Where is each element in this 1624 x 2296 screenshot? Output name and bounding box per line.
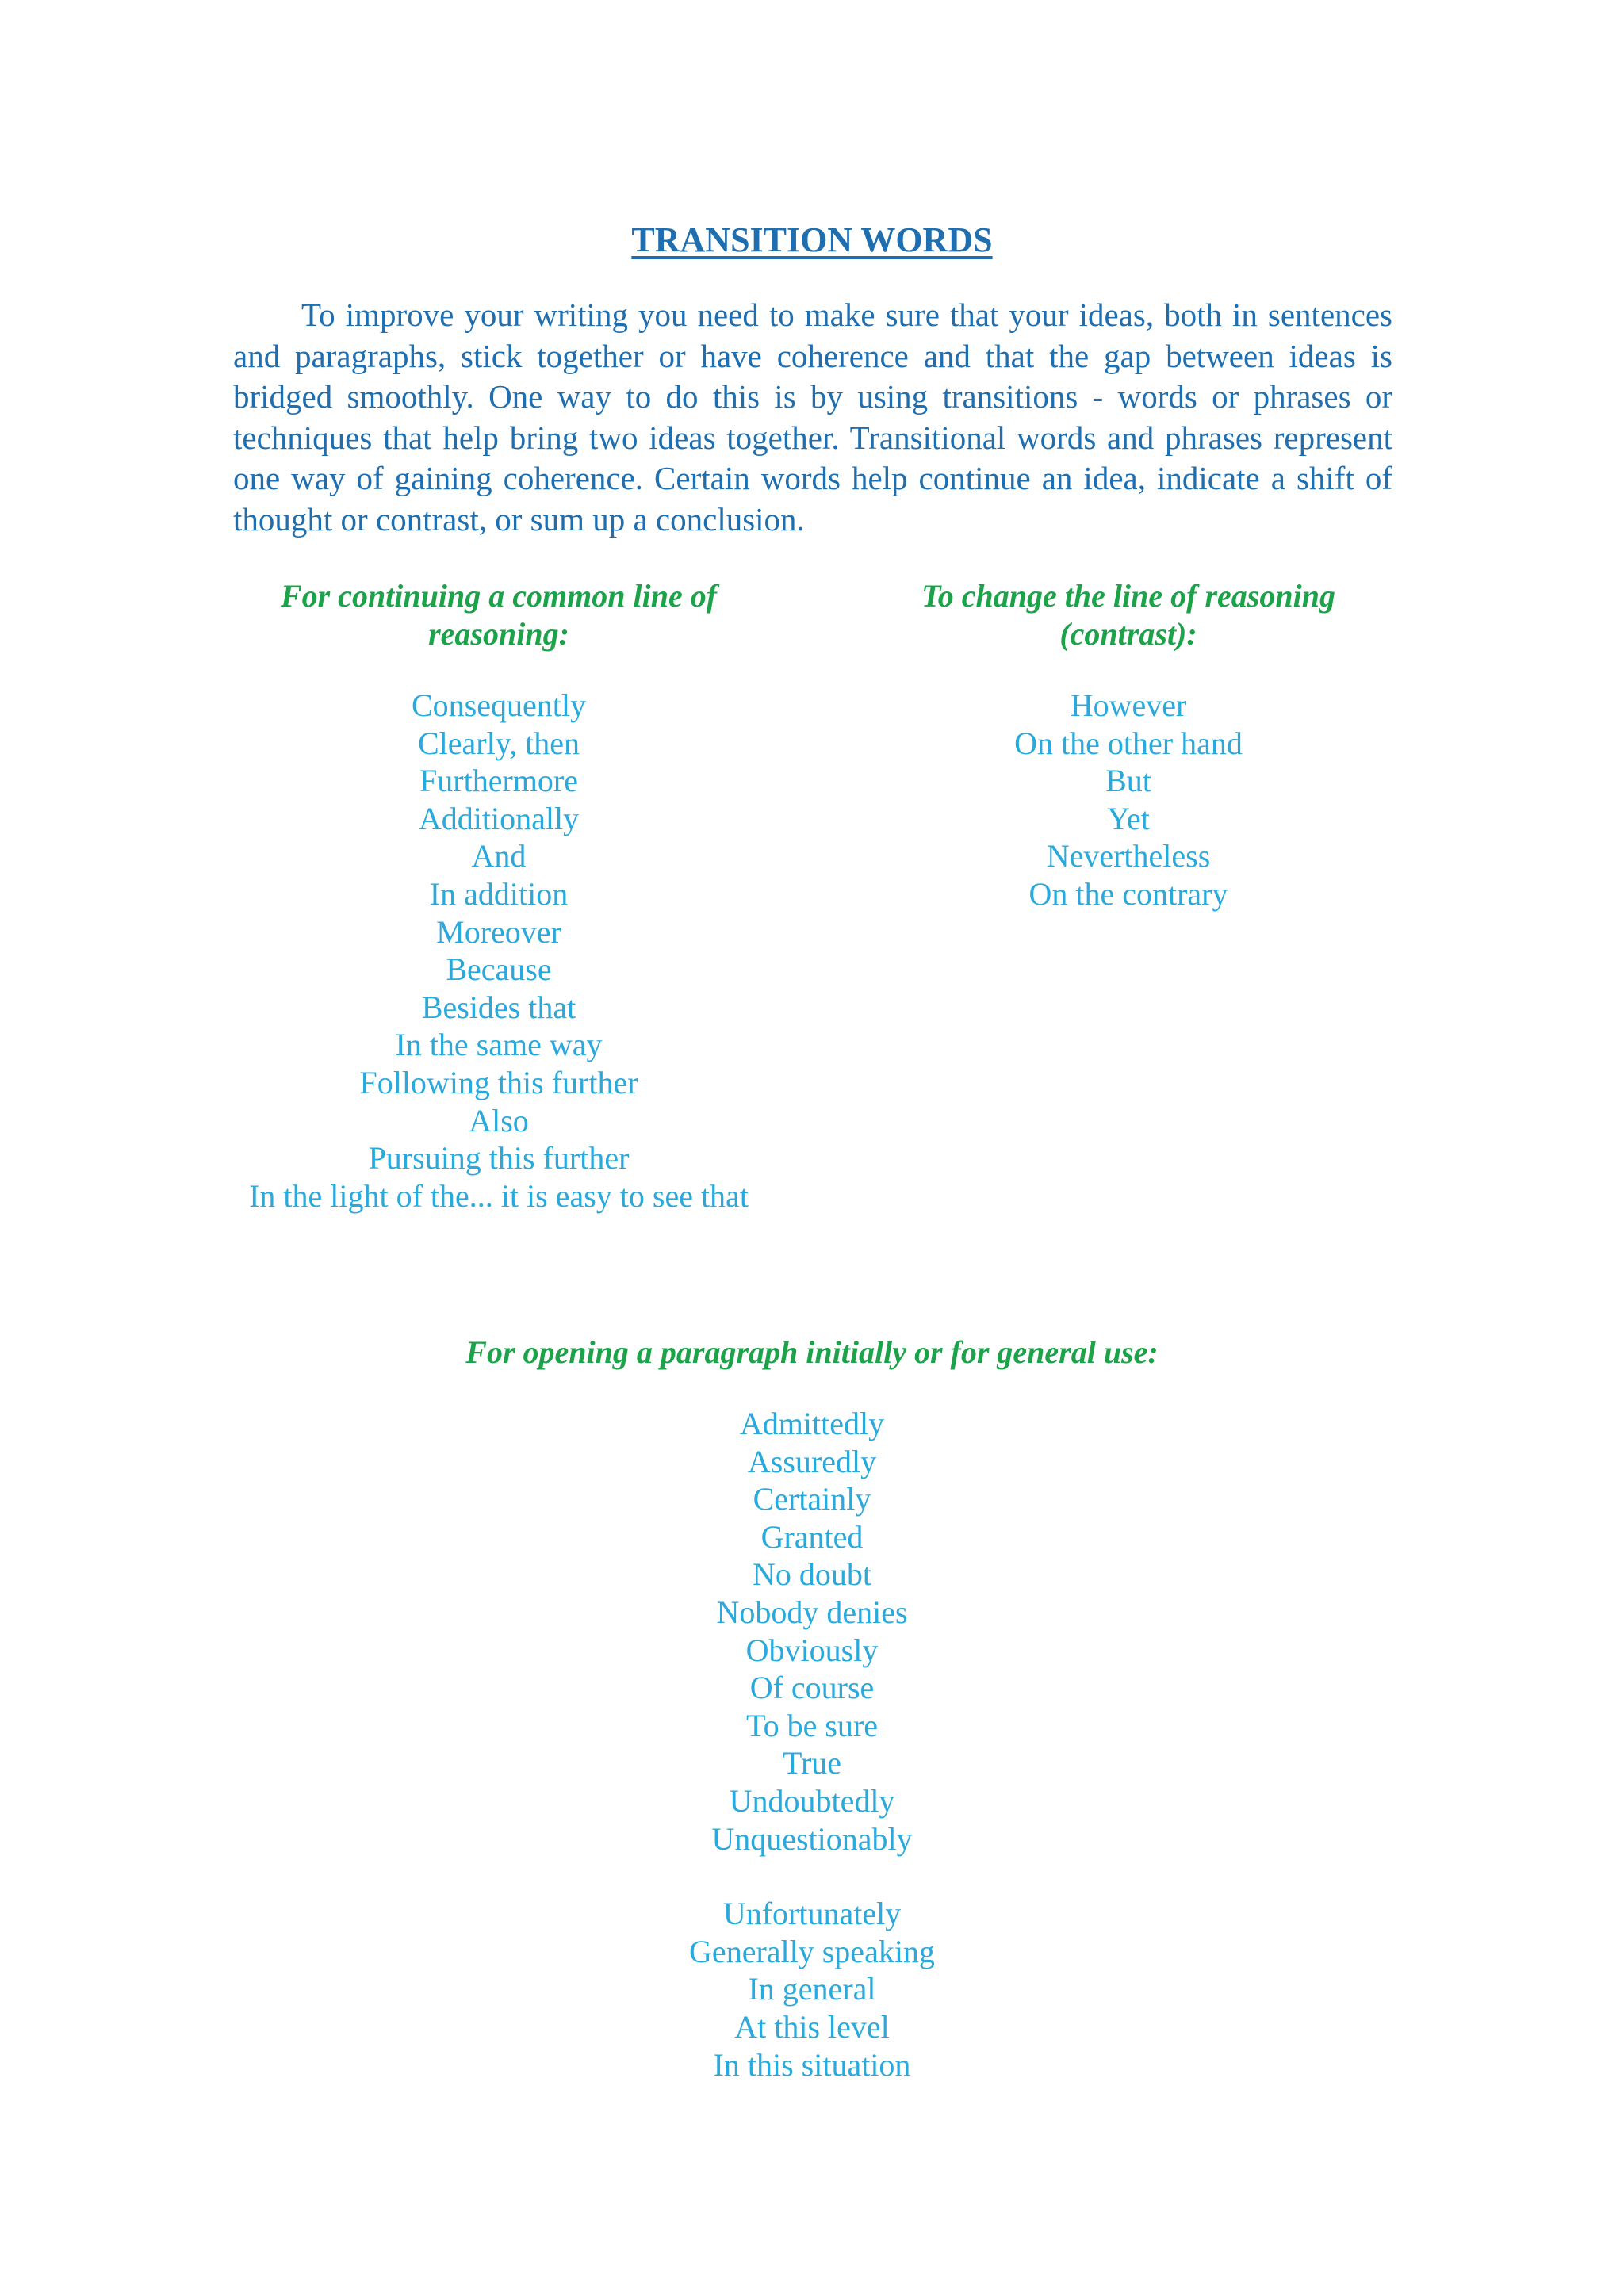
section-heading: [864, 577, 1392, 653]
list-item: In the light of the... it is easy to see that: [249, 1177, 749, 1214]
list-item: Additionally: [418, 800, 580, 836]
list-item: Because: [446, 951, 552, 988]
list-item: But: [1105, 763, 1151, 799]
list-item: Of course: [749, 1670, 875, 1706]
list-item: Furthermore: [419, 763, 578, 799]
list-item: In this situation: [713, 2046, 911, 2083]
list-item: Admittedly: [739, 1406, 885, 1441]
list-item: Unfortunately: [722, 1896, 902, 1932]
transition-word-list: [0, 1895, 1624, 2084]
section-heading: [233, 577, 764, 653]
list-item: Nevertheless: [1046, 838, 1211, 874]
list-item: Yet: [1107, 800, 1150, 836]
transition-word-list: [233, 687, 764, 1215]
continuing-reasoning-section: [233, 577, 764, 1215]
list-item: At this level: [734, 2008, 890, 2045]
section-heading-line: reasoning:: [428, 616, 569, 652]
section-heading-line: For continuing a common line of: [280, 578, 718, 614]
list-item: Clearly, then: [417, 725, 580, 761]
list-item: Undoubtedly: [729, 1782, 895, 1819]
list-item: On the contrary: [1028, 875, 1228, 912]
list-item: Nobody denies: [716, 1594, 908, 1630]
list-item: In general: [748, 1971, 876, 2007]
list-item: Moreover: [436, 913, 561, 950]
opening-paragraph-section: [0, 1334, 1624, 2084]
list-item: No doubt: [753, 1556, 871, 1593]
list-item: Certainly: [753, 1481, 871, 1517]
list-item: Following this further: [359, 1064, 638, 1100]
contrast-reasoning-section: [864, 577, 1392, 913]
list-item: In the same way: [395, 1027, 603, 1063]
list-item: Pursuing this further: [368, 1140, 630, 1177]
list-item: Also: [469, 1102, 529, 1138]
list-item: Besides that: [421, 989, 576, 1025]
list-item: Granted: [760, 1518, 864, 1555]
page-title: TRANSITION WORDS: [631, 220, 993, 259]
list-item: Assuredly: [747, 1443, 877, 1479]
section-heading-line: To change the line of reasoning: [921, 578, 1335, 614]
list-item: Obviously: [745, 1632, 879, 1668]
list-item: In addition: [429, 875, 569, 912]
list-item: Unquestionably: [711, 1820, 913, 1857]
section-heading-line: (contrast):: [1059, 616, 1197, 652]
intro-paragraph: To improve your writing you need to make sure that your ideas, both in sentences and paragraphs, stick together or have coherence and that the gap between ideas is bridged smoothly. One way to do this is by using transitions - words or phrases or techniques that help bring two ideas together. Transitional words and phrases represent one way of gaining coherence. Certain words help continue an idea, indicate a shift of thought or contrast, or sum up a conclusion.: [233, 297, 1392, 538]
list-item: On the other hand: [1014, 725, 1243, 761]
transition-word-list: [864, 687, 1392, 913]
section-heading: For opening a paragraph initially or for general use:: [465, 1334, 1159, 1370]
list-item: And: [471, 838, 527, 874]
transition-word-list: [0, 1405, 1624, 1858]
list-item: However: [1070, 687, 1187, 723]
list-item: True: [782, 1745, 842, 1781]
list-item: Generally speaking: [689, 1933, 935, 1969]
list-item: Consequently: [412, 687, 586, 723]
list-item: To be sure: [745, 1707, 879, 1743]
